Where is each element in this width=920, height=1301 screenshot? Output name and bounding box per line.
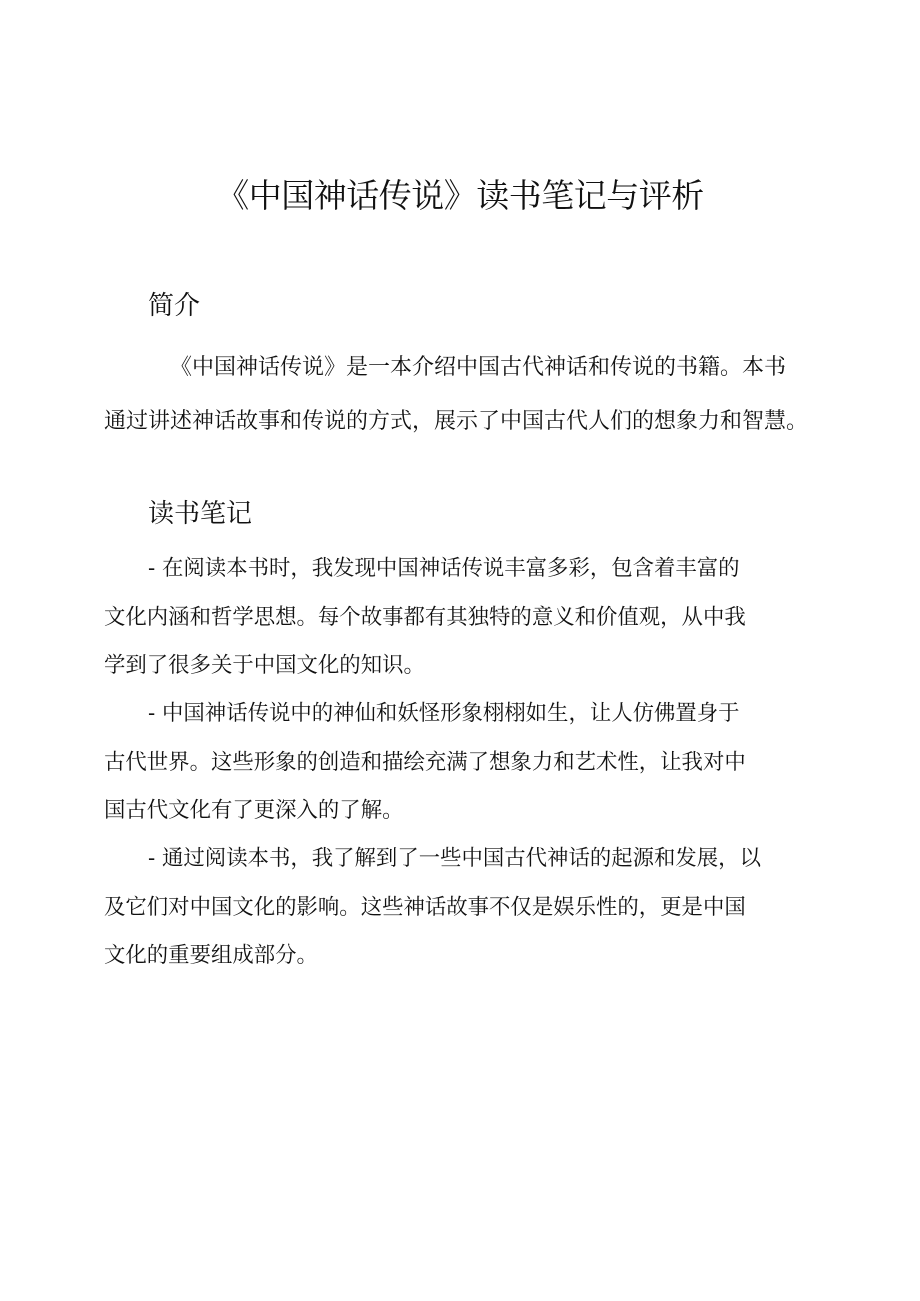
section-heading-reading-notes: 读书笔记 [148, 499, 253, 529]
paragraph-line: - 在阅读本书时，我发现中国神话传说丰富多彩，包含着丰富的 [148, 556, 740, 581]
paragraph-line: 国古代文化有了更深入的了解。 [104, 798, 404, 823]
paragraph-line: - 中国神话传说中的神仙和妖怪形象栩栩如生，让人仿佛置身于 [148, 701, 740, 726]
paragraph-line: 文化的重要组成部分。 [104, 943, 318, 968]
reading-note-3 [104, 835, 834, 981]
paragraph-line: 通过讲述神话故事和传说的方式，展示了中国古代人们的想象力和智慧。 [104, 409, 809, 434]
paragraph-line: 文化内涵和哲学思想。每个故事都有其独特的意义和价值观，从中我 [104, 604, 746, 630]
paragraph-line: 《中国神话传说》是一本介绍中国古代神话和传说的书籍。本书 [170, 355, 787, 380]
document-title: 《中国神话传说》读书笔记与评析 [216, 176, 704, 215]
paragraph-line: 古代世界。这些形象的创造和描绘充满了想象力和艺术性，让我对中 [104, 749, 746, 775]
intro-paragraph [104, 341, 834, 449]
paragraph-line: 及它们对中国文化的影响。这些神话故事不仅是娱乐性的，更是中国 [104, 894, 746, 920]
paragraph-line: - 通过阅读本书，我了解到了一些中国古代神话的起源和发展，以 [148, 846, 761, 871]
section-heading-intro: 简介 [148, 291, 201, 321]
reading-note-2 [104, 690, 834, 836]
reading-note-1 [104, 545, 834, 691]
paragraph-line: 学到了很多关于中国文化的知识。 [104, 653, 425, 678]
